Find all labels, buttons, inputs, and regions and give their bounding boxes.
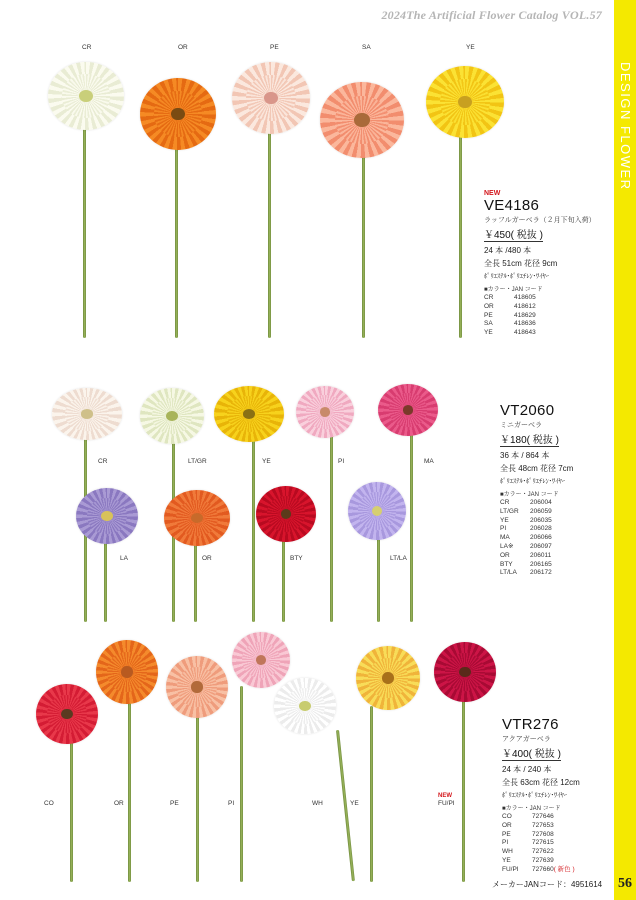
flower-color-label: OR xyxy=(178,44,188,51)
flower-color-label: BTY xyxy=(290,555,303,562)
flower-color-label: WH xyxy=(312,800,323,807)
footer-maker-jan: メーカーJANコード：4951614 xyxy=(492,880,603,889)
flower-stem xyxy=(83,112,86,338)
flower-color-label: CR xyxy=(98,458,108,465)
flower-color-label: PI xyxy=(228,800,235,807)
flower-color-label: CR xyxy=(82,44,92,51)
table-row: YE 418643 xyxy=(484,329,536,337)
flower-stem xyxy=(128,700,131,882)
gerbera-flower-cream xyxy=(52,388,122,440)
table-row: PE 727608 xyxy=(502,830,554,838)
gerbera-flower-pink xyxy=(232,632,290,688)
table-row: PE 418629 xyxy=(484,311,536,319)
product-code: VT2060 xyxy=(500,402,555,419)
flower-stem xyxy=(362,140,365,338)
table-row: SA 418636 xyxy=(484,320,536,328)
product-price: ￥180( 税抜 ) xyxy=(500,431,559,447)
gerbera-flower-yellow xyxy=(426,66,504,138)
flower-stem xyxy=(282,530,285,622)
product-size: 全長 63cm 花径 12cm xyxy=(502,778,580,787)
jan-code-header: ■カラー・JAN コード xyxy=(484,287,543,293)
gerbera-flower-light-lavender xyxy=(348,482,406,540)
gerbera-flower-orange xyxy=(96,640,158,704)
flower-stem xyxy=(370,706,373,882)
flower-color-label: YE xyxy=(262,458,271,465)
table-row: CO 727646 xyxy=(502,813,554,820)
gerbera-flower-pink xyxy=(296,386,354,438)
table-row: OR 418612 xyxy=(484,302,536,310)
gerbera-flower-fuchsia xyxy=(434,642,496,702)
new-badge: NEW xyxy=(438,793,452,799)
flower-color-label: YE xyxy=(350,800,359,807)
table-row: OR 727653 xyxy=(502,821,554,829)
gerbera-flower-yellow xyxy=(356,646,420,710)
table-row: WH 727622 xyxy=(502,848,554,856)
table-row: CR 206004 xyxy=(500,499,552,506)
flower-color-label: SA xyxy=(362,44,371,51)
flower-color-label: YE xyxy=(466,44,475,51)
gerbera-flower-magenta xyxy=(378,384,438,436)
product-name: アクアガーベラ xyxy=(502,736,551,743)
page-number: 56 xyxy=(618,876,632,891)
table-row: BTY 206165 xyxy=(500,560,552,568)
gerbera-flower-salmon xyxy=(320,82,404,158)
product-info-vtr276 xyxy=(502,716,580,875)
flower-color-label: FU/PI xyxy=(438,800,455,807)
table-row: FU/PI 727660( 新色 ) xyxy=(502,865,575,873)
flower-color-label: LT/LA xyxy=(390,555,407,562)
product-material: ﾎﾟﾘｴｽﾃﾙ･ﾎﾟﾘｴﾁﾚﾝ･ﾜｲﾔｰ xyxy=(484,273,549,280)
product-info-ve4186 xyxy=(484,190,596,338)
flower-color-label: OR xyxy=(202,555,212,562)
table-row: YE 206035 xyxy=(500,516,552,524)
product-material: ﾎﾟﾘｴｽﾃﾙ･ﾎﾟﾘｴﾁﾚﾝ･ﾜｲﾔｰ xyxy=(500,478,565,485)
table-row: LA※ 206097 xyxy=(500,542,552,550)
jan-code-header: ■カラー・JAN コード xyxy=(502,806,561,812)
product-name: ミニガーベラ xyxy=(500,422,542,429)
gerbera-flower-yellow xyxy=(214,386,284,442)
flower-color-label: LT/GR xyxy=(188,458,207,465)
gerbera-flower-light-green xyxy=(140,388,204,444)
product-code: VE4186 xyxy=(484,197,540,214)
table-row: PI 206028 xyxy=(500,525,552,533)
gerbera-flower-beauty xyxy=(256,486,316,542)
flower-color-label: PE xyxy=(270,44,279,51)
product-price: ￥400( 税抜 ) xyxy=(502,745,561,761)
flower-stem xyxy=(240,686,243,882)
gerbera-flower-peach xyxy=(232,62,310,134)
flower-color-label: PI xyxy=(338,458,345,465)
flower-color-label: LA xyxy=(120,555,128,562)
jan-code-header: ■カラー・JAN コード xyxy=(500,492,559,498)
flower-color-label: PE xyxy=(170,800,179,807)
table-row: MA 206066 xyxy=(500,534,552,542)
flower-stem xyxy=(462,696,465,882)
flower-color-label: CO xyxy=(44,800,54,807)
table-row: YE 727639 xyxy=(502,856,554,864)
product-price: ￥450( 税抜 ) xyxy=(484,226,543,242)
table-row: LT/GR 206059 xyxy=(500,507,552,515)
gerbera-flower-orange xyxy=(164,490,230,546)
jan-code-table xyxy=(500,499,552,578)
product-name: ラッフルガーベラ（２月下旬入荷） xyxy=(484,217,596,224)
table-row: OR 206011 xyxy=(500,551,552,559)
jan-code-table xyxy=(484,294,536,338)
flower-stem xyxy=(459,120,462,338)
side-section-label: DESIGN FLOWER xyxy=(618,62,633,191)
flower-color-label: MA xyxy=(424,458,434,465)
flower-stem xyxy=(175,130,178,338)
product-quantity: 24 本 / 240 本 xyxy=(502,765,552,774)
gerbera-flower-cream xyxy=(48,62,124,130)
gerbera-flower-peach xyxy=(166,656,228,718)
catalog-header-title: 2024The Artificial Flower Catalog VOL.57 xyxy=(381,8,602,22)
gerbera-flower-coral xyxy=(36,684,98,744)
product-size: 全長 48cm 花径 7cm xyxy=(500,464,574,473)
product-material: ﾎﾟﾘｴｽﾃﾙ･ﾎﾟﾘｴﾁﾚﾝ･ﾜｲﾔｰ xyxy=(502,792,567,799)
flower-stem xyxy=(330,428,333,622)
product-quantity: 24 本 /480 本 xyxy=(484,246,532,255)
flower-stem xyxy=(196,712,199,882)
product-size: 全長 51cm 花径 9cm xyxy=(484,259,558,268)
gerbera-flower-white xyxy=(274,678,336,734)
flower-stem xyxy=(252,430,255,622)
flower-stem xyxy=(377,530,380,622)
table-row: CR 418605 xyxy=(484,294,536,301)
flower-stem xyxy=(70,738,73,882)
table-row: LT/LA 206172 xyxy=(500,569,552,577)
new-badge: NEW xyxy=(484,190,501,197)
product-code: VTR276 xyxy=(502,716,559,733)
flower-stem xyxy=(268,120,271,338)
flower-stem xyxy=(410,424,413,622)
gerbera-flower-orange xyxy=(140,78,216,150)
product-info-vt2060 xyxy=(500,402,573,578)
new-color-note: ( 新色 ) xyxy=(553,865,575,873)
jan-code-table xyxy=(502,813,575,875)
gerbera-flower-lavender xyxy=(76,488,138,544)
product-quantity: 36 本 / 864 本 xyxy=(500,451,550,460)
table-row: PI 727615 xyxy=(502,839,554,847)
side-band xyxy=(614,0,636,900)
flower-color-label: OR xyxy=(114,800,124,807)
